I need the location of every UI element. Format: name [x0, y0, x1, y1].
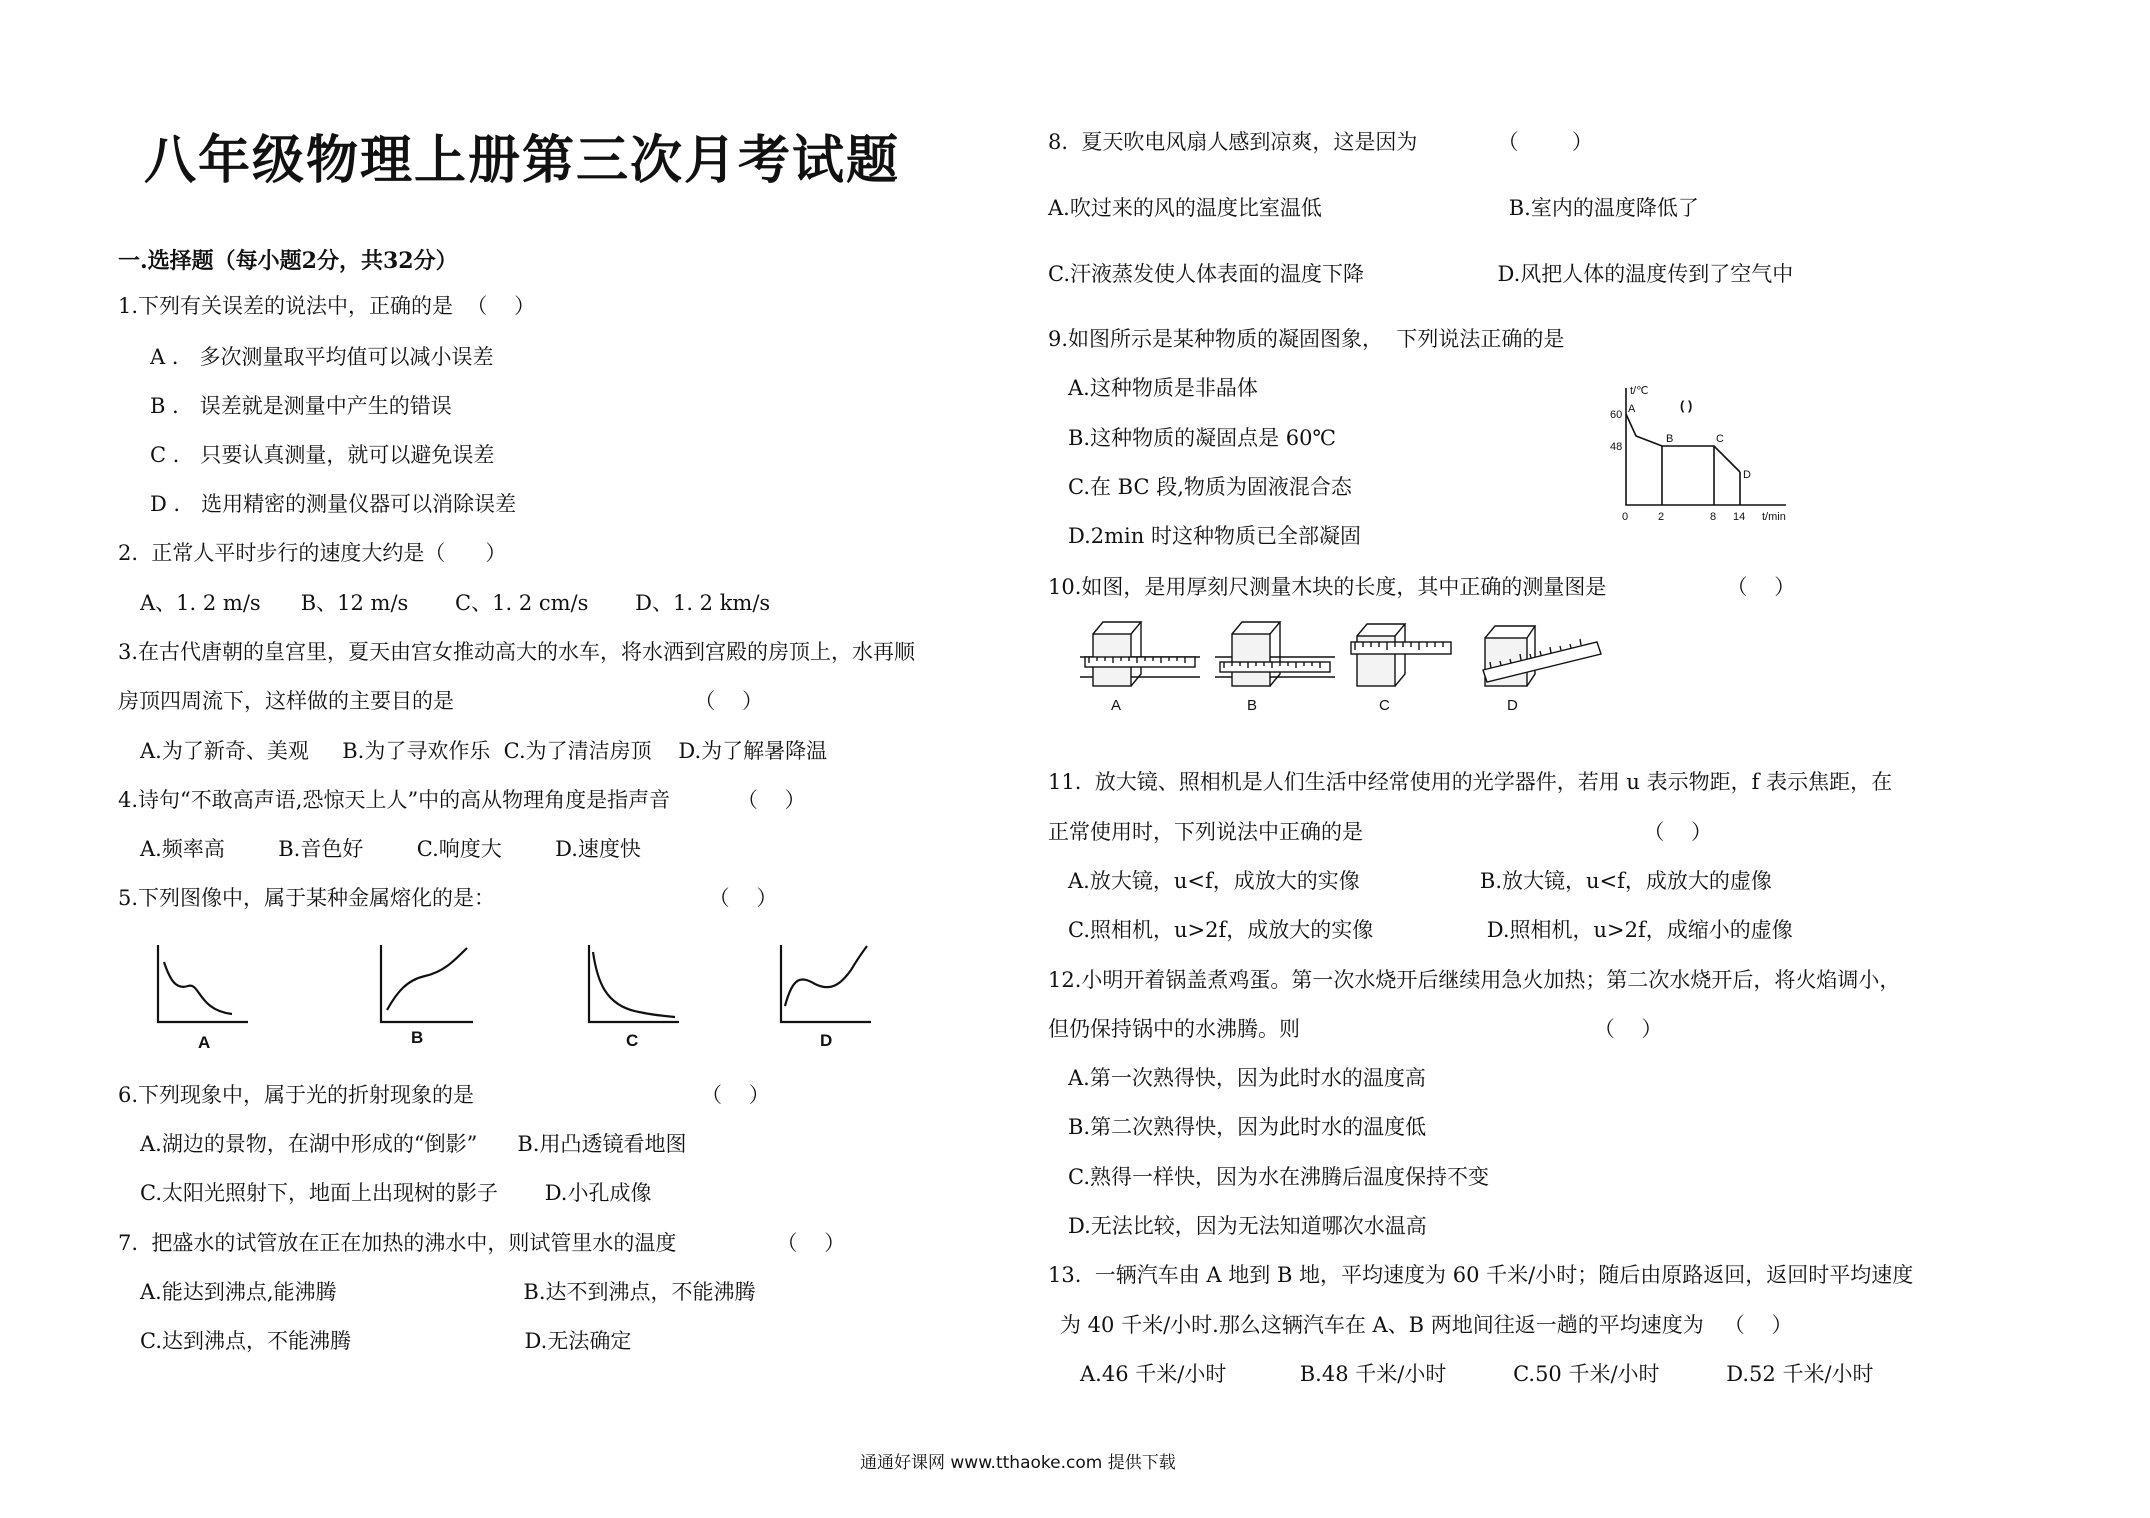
- q9-point-d: D: [1743, 469, 1751, 481]
- question-5: 5.下列图像中，属于某种金属熔化的是： （ ）: [118, 886, 778, 910]
- q9-option-c: C.在 BC 段,物质为固液混合态: [1068, 475, 1352, 499]
- q9-xtick-14: 14: [1733, 511, 1746, 523]
- q10-figure-d: [1483, 626, 1601, 686]
- q9-ytick-48: 48: [1610, 441, 1623, 453]
- q13-options: A.46 千米/小时 B.48 千米/小时 C.50 千米/小时 D.52 千米/小时: [1080, 1362, 1874, 1386]
- q3-options: A.为了新奇、美观 B.为了寻欢作乐 C.为了清洁房顶 D.为了解暑降温: [140, 739, 828, 763]
- question-10: 10.如图，是用厚刻尺测量木块的长度，其中正确的测量图是 （ ）: [1048, 575, 1796, 599]
- q5-graph-c: [589, 945, 679, 1022]
- page-title: 八年级物理上册第三次月考试题: [144, 131, 901, 191]
- q6-options-cd: C.太阳光照射下，地面上出现树的影子 D.小孔成像: [140, 1181, 652, 1205]
- question-12: 12.小明开着锅盖煮鸡蛋。第一次水烧开后继续用急火加热；第二次水烧开后，将火焰调小，: [1048, 968, 1901, 992]
- question-4: 4.诗句“不敢高声语,恐惊天上人”中的高从物理角度是指声音 （ ）: [118, 788, 806, 812]
- q10-figure-b: [1215, 622, 1335, 686]
- q12-option-b: B.第二次熟得快，因为此时水的温度低: [1068, 1115, 1427, 1139]
- q6-options-ab: A.湖边的景物，在湖中形成的“倒影” B.用凸透镜看地图: [140, 1132, 687, 1156]
- q8-options-cd: C.汗液蒸发使人体表面的温度下降 D.风把人体的温度传到了空气中: [1048, 262, 1794, 286]
- q9-option-b: B.这种物质的凝固点是 60℃: [1068, 426, 1336, 450]
- question-11: 11. 放大镜、照相机是人们生活中经常使用的光学器件，若用 u 表示物距，f 表示焦距，在: [1048, 770, 1893, 794]
- q9-point-b: B: [1666, 433, 1674, 445]
- q10-label-b: B: [1247, 697, 1258, 714]
- q9-xtick-8: 8: [1710, 511, 1717, 523]
- q11-options-ab: A.放大镜，u<f，成放大的实像 B.放大镜，u<f，成放大的虚像: [1068, 869, 1772, 893]
- q10-figure-a: [1080, 622, 1200, 686]
- q1-option-a: A ． 多次测量取平均值可以减小误差: [150, 345, 494, 369]
- question-13: 13. 一辆汽车由 A 地到 B 地，平均速度为 60 千米/小时；随后由原路返回，返回时平均速度: [1048, 1263, 1914, 1287]
- q9-solidification-graph: [1590, 380, 1800, 528]
- section-heading: 一.选择题（每小题2分，共32分）: [118, 248, 458, 274]
- q5-graphs-figure: [148, 940, 888, 1055]
- question-2: 2. 正常人平时步行的速度大约是（ ）: [118, 541, 507, 565]
- q5-graph-a: [158, 945, 248, 1022]
- q10-label-c: C: [1379, 697, 1390, 714]
- q9-answer-paren: ( ): [1680, 398, 1693, 413]
- question-1: 1.下列有关误差的说法中，正确的是 （ ）: [118, 294, 536, 318]
- question-12-cont: 但仍保持锅中的水沸腾。则 （ ）: [1048, 1017, 1663, 1041]
- question-8: 8. 夏天吹电风扇人感到凉爽，这是因为 （ ）: [1048, 130, 1593, 154]
- q8-options-ab: A.吹过来的风的温度比室温低 B.室内的温度降低了: [1048, 196, 1699, 220]
- question-7: 7. 把盛水的试管放在正在加热的沸水中，则试管里水的温度 （ ）: [118, 1231, 846, 1255]
- q1-option-c: C ． 只要认真测量，就可以避免误差: [150, 443, 495, 467]
- q12-option-a: A.第一次熟得快，因为此时水的温度高: [1068, 1066, 1426, 1090]
- q7-options-ab: A.能达到沸点,能沸腾 B.达不到沸点，不能沸腾: [140, 1280, 756, 1304]
- q10-label-d: D: [1507, 697, 1518, 714]
- question-9: 9.如图所示是某种物质的凝固图象， 下列说法正确的是: [1048, 327, 1565, 351]
- q5-label-b: B: [411, 1028, 424, 1047]
- q7-options-cd: C.达到沸点，不能沸腾 D.无法确定: [140, 1329, 632, 1353]
- q10-ruler-figures: [1075, 612, 1615, 717]
- q9-xlabel: t/min: [1762, 511, 1786, 523]
- q9-ylabel: t/℃: [1630, 385, 1649, 397]
- question-3: 3.在古代唐朝的皇宫里，夏天由宫女推动高大的水车，将水洒到宫殿的房顶上，水再顺: [118, 640, 916, 664]
- q9-xtick-0: 0: [1622, 511, 1629, 523]
- q9-ytick-60: 60: [1610, 409, 1623, 421]
- q10-figure-c: [1351, 624, 1451, 686]
- page-footer: 通通好课网 www.tthaoke.com 提供下载: [860, 1453, 1176, 1473]
- q10-label-a: A: [1111, 697, 1122, 714]
- q12-option-c: C.熟得一样快，因为水在沸腾后温度保持不变: [1068, 1165, 1489, 1189]
- q5-label-a: A: [198, 1033, 211, 1052]
- q9-point-a: A: [1628, 403, 1636, 415]
- q5-graph-d: [781, 945, 871, 1022]
- q12-option-d: D.无法比较，因为无法知道哪次水温高: [1068, 1214, 1427, 1238]
- question-6: 6.下列现象中，属于光的折射现象的是 （ ）: [118, 1083, 770, 1107]
- q5-label-c: C: [626, 1031, 639, 1050]
- q5-graph-b: [381, 945, 473, 1022]
- q9-xtick-2: 2: [1658, 511, 1665, 523]
- question-3-cont: 房顶四周流下，这样做的主要目的是 （ ）: [118, 689, 764, 713]
- q9-option-d: D.2min 时这种物质已全部凝固: [1068, 524, 1361, 548]
- q9-point-c: C: [1716, 433, 1724, 445]
- question-13-cont: 为 40 千米/小时.那么这辆汽车在 A、B 两地间往返一趟的平均速度为 （ ）: [1060, 1313, 1793, 1337]
- q1-option-b: B ． 误差就是测量中产生的错误: [150, 394, 452, 418]
- q1-option-d: D ． 选用精密的测量仪器可以消除误差: [150, 492, 517, 516]
- q4-options: A.频率高 B.音色好 C.响度大 D.速度快: [140, 837, 641, 861]
- q9-option-a: A.这种物质是非晶体: [1068, 376, 1258, 400]
- question-11-cont: 正常使用时，下列说法中正确的是 （ ）: [1048, 820, 1713, 844]
- q5-label-d: D: [820, 1031, 833, 1050]
- q11-options-cd: C.照相机，u>2f，成放大的实像 D.照相机，u>2f，成缩小的虚像: [1068, 918, 1793, 942]
- q2-options: A、1. 2 m/s B、12 m/s C、1. 2 cm/s D、1. 2 km/s: [140, 591, 771, 615]
